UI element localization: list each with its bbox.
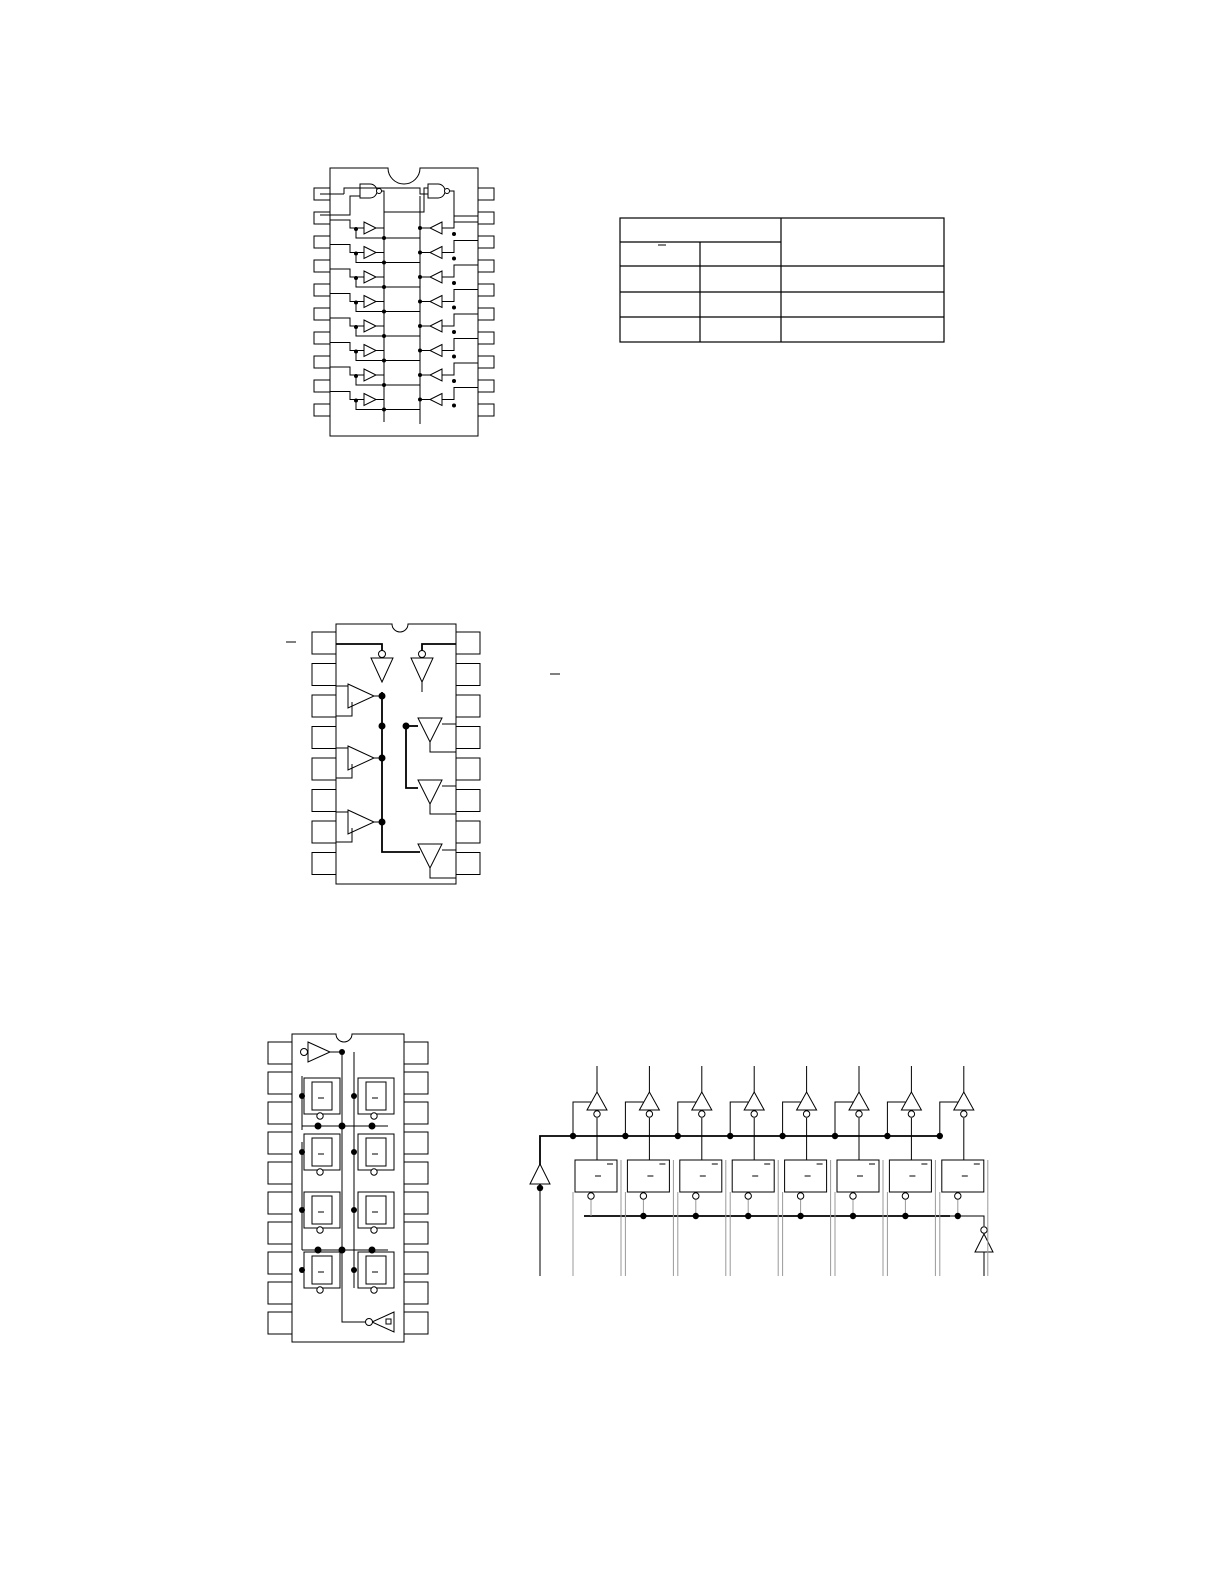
pin-left [268, 1252, 292, 1274]
latch-block [312, 1138, 332, 1166]
pin-right [456, 664, 480, 686]
junction-dot [379, 755, 386, 762]
junction-dot [418, 300, 422, 304]
junction-dot [382, 236, 386, 240]
junction-dot [779, 1133, 785, 1139]
junction-dot [418, 349, 422, 353]
junction-dot [299, 1207, 305, 1213]
pin-left [314, 308, 330, 320]
pin-right [404, 1192, 428, 1214]
pin-right [478, 284, 494, 296]
pin-right [478, 188, 494, 200]
junction-dot [339, 1049, 345, 1055]
buffer-enable-bubble [961, 1111, 967, 1117]
output-buffer [692, 1092, 712, 1110]
pin-left [314, 356, 330, 368]
junction-dot [369, 1247, 376, 1254]
junction-dot [315, 1123, 322, 1130]
buffer-enable-bubble [803, 1111, 809, 1117]
junction-dot [570, 1133, 576, 1139]
junction-dot [351, 1093, 357, 1099]
latch-enable-bubble [317, 1227, 323, 1233]
junction-dot [379, 723, 386, 730]
junction-dot [418, 373, 422, 377]
pin-left [314, 380, 330, 392]
junction-dot [622, 1133, 628, 1139]
pin-left [314, 332, 330, 344]
buffer-enable-bubble [856, 1111, 862, 1117]
left-pin-column [314, 188, 330, 416]
transceiver-pinout-diagram [300, 160, 510, 450]
junction-dot [369, 1123, 376, 1130]
pin-left [268, 1072, 292, 1094]
junction-dot [382, 334, 386, 338]
junction-dot [832, 1133, 838, 1139]
buffer-enable-bubble [594, 1111, 600, 1117]
output-buffer [797, 1092, 817, 1110]
pin-left [268, 1162, 292, 1184]
latch-bubble [588, 1193, 594, 1199]
junction-dot [693, 1213, 699, 1219]
junction-dot [902, 1213, 908, 1219]
buffer-enable-bubble [646, 1111, 652, 1117]
junction-dot [418, 226, 422, 230]
junction-dot [452, 330, 456, 334]
pin-left [312, 853, 336, 875]
junction-dot [937, 1133, 943, 1139]
junction-dot [640, 1213, 646, 1219]
pin-right [478, 212, 494, 224]
pin-left [268, 1042, 292, 1064]
latch-enable-bubble [317, 1113, 323, 1119]
junction-dot [727, 1133, 733, 1139]
junction-dot [418, 398, 422, 402]
pin-left [268, 1312, 292, 1334]
pin-right [404, 1282, 428, 1304]
latch-bubble [745, 1193, 751, 1199]
junction-dot [351, 1149, 357, 1155]
pin-left [268, 1132, 292, 1154]
junction-dot [382, 383, 386, 387]
pin-right [456, 790, 480, 812]
output-control-inverter [950, 1216, 993, 1276]
pin-left [314, 236, 330, 248]
pin-left [312, 790, 336, 812]
junction-dot [379, 819, 386, 826]
pin-right [478, 236, 494, 248]
junction-dot [675, 1133, 681, 1139]
pin-right [404, 1042, 428, 1064]
buffer-pinout-diagram [282, 616, 572, 888]
pin-right [404, 1222, 428, 1244]
junction-dot [382, 285, 386, 289]
junction-dot [884, 1133, 890, 1139]
output-buffer [849, 1092, 869, 1110]
latch-bubble [850, 1193, 856, 1199]
output-buffer [954, 1092, 974, 1110]
latch-enable-bubble [371, 1169, 377, 1175]
junction-dot [339, 1123, 346, 1130]
latch-bubble [797, 1193, 803, 1199]
junction-dot [351, 1267, 357, 1273]
junction-dot [354, 252, 358, 256]
latch-enable-bubble [317, 1169, 323, 1175]
pin-left [312, 758, 336, 780]
latch-enable-bubble [317, 1287, 323, 1293]
pin-right [456, 695, 480, 717]
junction-dot [745, 1213, 751, 1219]
latch-block [366, 1138, 386, 1166]
junction-dot [403, 723, 410, 730]
pin-right [478, 404, 494, 416]
buffer-enable-bubble [699, 1111, 705, 1117]
pin-left [312, 727, 336, 749]
junction-dot [382, 310, 386, 314]
pin-left [312, 664, 336, 686]
junction-dot [850, 1213, 856, 1219]
pin-left [314, 404, 330, 416]
junction-dot [315, 1247, 322, 1254]
latch-block [312, 1256, 332, 1284]
junction-dot [354, 350, 358, 354]
junction-dot [452, 281, 456, 285]
junction-dot [339, 1247, 346, 1254]
junction-dot [299, 1149, 305, 1155]
junction-dot [418, 251, 422, 255]
latch-bubble [693, 1193, 699, 1199]
latch-bubble [902, 1193, 908, 1199]
junction-dot [418, 275, 422, 279]
latch-block [312, 1196, 332, 1224]
pin-right [478, 380, 494, 392]
pin-left [268, 1102, 292, 1124]
junction-dot [299, 1093, 305, 1099]
latch-block [366, 1256, 386, 1284]
pin-left [268, 1222, 292, 1244]
junction-dot [354, 399, 358, 403]
function-table [618, 214, 948, 346]
junction-dot [354, 276, 358, 280]
latch-enable-bubble [371, 1227, 377, 1233]
junction-dot [379, 693, 386, 700]
latch-block [312, 1082, 332, 1110]
junction-dot [452, 404, 456, 408]
pin-right [478, 260, 494, 272]
pin-right [456, 758, 480, 780]
pin-left [312, 632, 336, 654]
junction-dot [418, 324, 422, 328]
pin-right [478, 332, 494, 344]
junction-dot [382, 261, 386, 265]
pin-right [404, 1072, 428, 1094]
pin-left [312, 695, 336, 717]
pin-right [404, 1132, 428, 1154]
pin-right [478, 356, 494, 368]
pin-right [456, 853, 480, 875]
latch-block [366, 1196, 386, 1224]
junction-dot [382, 408, 386, 412]
junction-dot [299, 1267, 305, 1273]
latch-block [366, 1082, 386, 1110]
latch-bubble [955, 1193, 961, 1199]
latch-bubble [640, 1193, 646, 1199]
output-buffer [639, 1092, 659, 1110]
enable-input-buffer [530, 1164, 550, 1276]
pin-right [478, 308, 494, 320]
pin-right [404, 1162, 428, 1184]
pin-left [314, 260, 330, 272]
logic-channels [570, 1066, 988, 1276]
right-pin-column [478, 188, 494, 416]
junction-dot [797, 1213, 803, 1219]
junction-dot [354, 227, 358, 231]
pin-left [268, 1282, 292, 1304]
latch-enable-bubble [371, 1287, 377, 1293]
pin-right [404, 1312, 428, 1334]
junction-dot [382, 359, 386, 363]
pin-right [456, 727, 480, 749]
buffer-enable-bubble [751, 1111, 757, 1117]
junction-dot [452, 306, 456, 310]
ic-body [292, 1034, 404, 1342]
pin-left [314, 212, 330, 224]
latch-pinout-diagram [262, 1030, 432, 1348]
pin-right [404, 1102, 428, 1124]
junction-dot [452, 379, 456, 383]
junction-dot [354, 374, 358, 378]
pin-left [314, 284, 330, 296]
junction-dot [452, 232, 456, 236]
latch-enable-bubble [371, 1113, 377, 1119]
junction-dot [452, 355, 456, 359]
junction-dot [452, 257, 456, 261]
junction-dot [351, 1207, 357, 1213]
output-buffer [901, 1092, 921, 1110]
pin-left [312, 821, 336, 843]
junction-dot [354, 301, 358, 305]
octal-latch-logic-diagram [520, 1056, 1010, 1282]
pin-right [456, 632, 480, 654]
pin-right [404, 1252, 428, 1274]
pin-right [456, 821, 480, 843]
pin-left [268, 1192, 292, 1214]
output-buffer [744, 1092, 764, 1110]
junction-dot [955, 1213, 961, 1219]
junction-dot [354, 325, 358, 329]
buffer-enable-bubble [908, 1111, 914, 1117]
output-buffer [587, 1092, 607, 1110]
